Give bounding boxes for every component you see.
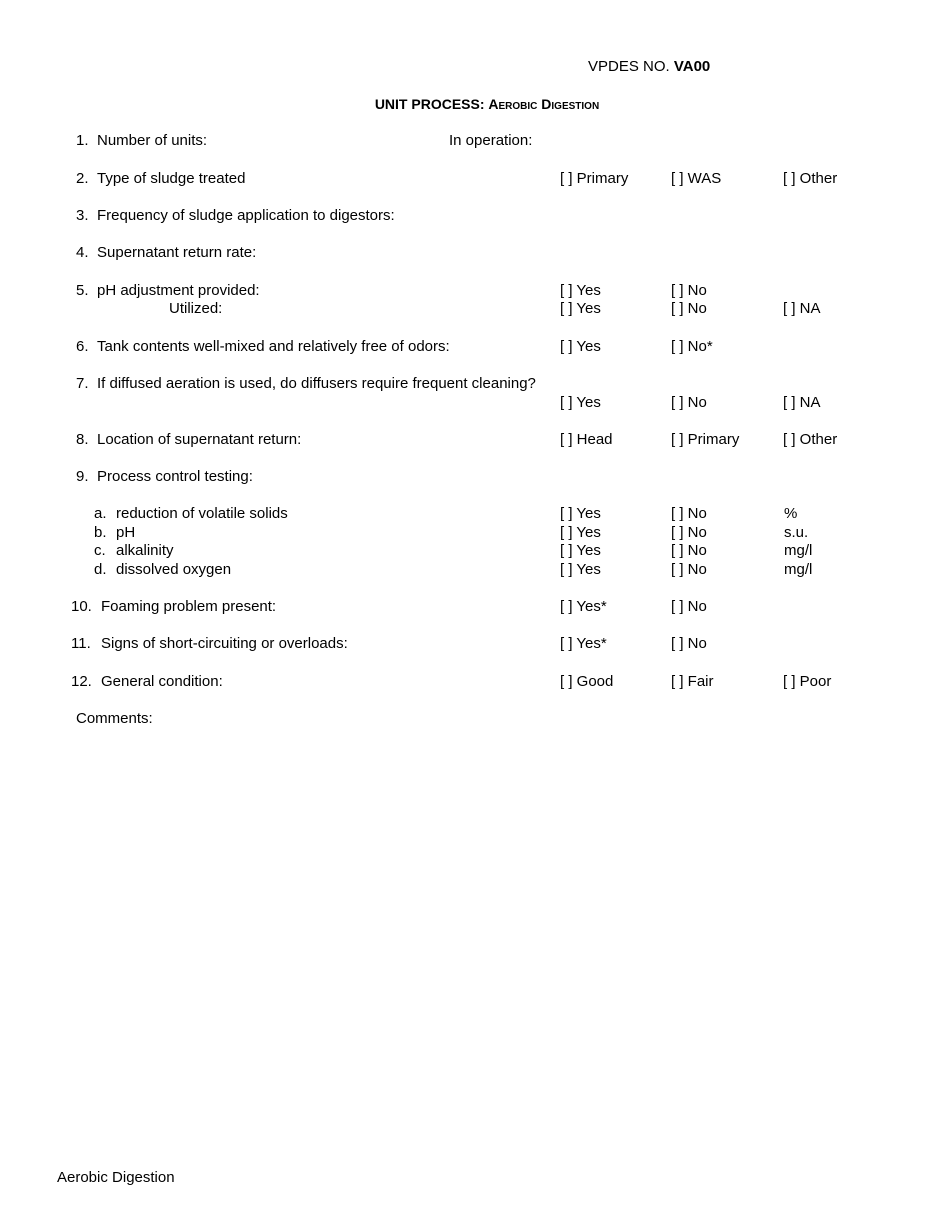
- item-3-label: Frequency of sludge application to digestors:: [97, 207, 395, 224]
- item-5-label: pH adjustment provided:: [97, 282, 260, 299]
- item-9c-option-yes[interactable]: [ ] Yes: [560, 542, 601, 559]
- item-5-utilized-label: Utilized:: [169, 300, 223, 317]
- item-7-option-na[interactable]: [ ] NA: [783, 394, 821, 411]
- item-8-option-head[interactable]: [ ] Head: [560, 431, 613, 448]
- item-1-label: Number of units:: [97, 132, 208, 149]
- item-4-label: Supernatant return rate:: [97, 244, 257, 261]
- item-9-number: 9.: [76, 468, 89, 485]
- item-5-utilized-option-na[interactable]: [ ] NA: [783, 300, 821, 317]
- item-9d-unit: mg/l: [784, 561, 813, 578]
- item-9a-option-yes[interactable]: [ ] Yes: [560, 505, 601, 522]
- item-1-in-operation-label: In operation:: [449, 132, 533, 149]
- item-9-label: Process control testing:: [97, 468, 253, 485]
- item-9a-label: reduction of volatile solids: [116, 505, 288, 522]
- item-9d-label: dissolved oxygen: [116, 561, 232, 578]
- item-9b-label: pH: [116, 524, 136, 541]
- item-8-label: Location of supernatant return:: [97, 431, 302, 448]
- item-8-number: 8.: [76, 431, 89, 448]
- title-prefix: UNIT PROCESS:: [374, 96, 485, 112]
- item-5-number: 5.: [76, 282, 89, 299]
- item-2-label: Type of sludge treated: [97, 170, 246, 187]
- item-9a-unit: %: [784, 505, 798, 522]
- item-9b-letter: b.: [94, 524, 107, 541]
- item-9c-unit: mg/l: [784, 542, 813, 559]
- item-5-option-yes[interactable]: [ ] Yes: [560, 282, 601, 299]
- item-11-option-yes[interactable]: [ ] Yes*: [560, 635, 607, 652]
- item-10-number: 10.: [71, 598, 92, 615]
- item-11-option-no[interactable]: [ ] No: [671, 635, 707, 652]
- item-7-option-no[interactable]: [ ] No: [671, 394, 707, 411]
- item-9c-letter: c.: [94, 542, 106, 559]
- item-7-number: 7.: [76, 375, 89, 392]
- item-5-utilized-option-no[interactable]: [ ] No: [671, 300, 707, 317]
- title-name: Aerobic Digestion: [488, 96, 600, 112]
- page-footer: Aerobic Digestion: [57, 1169, 175, 1186]
- vpdes-number: [588, 58, 710, 76]
- item-12-option-poor[interactable]: [ ] Poor: [783, 673, 832, 690]
- item-12-label: General condition:: [101, 673, 223, 690]
- item-2-option-was[interactable]: [ ] WAS: [671, 170, 722, 187]
- item-7-label: If diffused aeration is used, do diffusers require frequent cleaning?: [97, 375, 536, 392]
- item-9d-letter: d.: [94, 561, 107, 578]
- item-9b-option-no[interactable]: [ ] No: [671, 524, 707, 541]
- item-2-option-primary[interactable]: [ ] Primary: [560, 170, 629, 187]
- item-6-number: 6.: [76, 338, 89, 355]
- item-5-utilized-option-yes[interactable]: [ ] Yes: [560, 300, 601, 317]
- item-12-option-good[interactable]: [ ] Good: [560, 673, 614, 690]
- item-7-option-yes[interactable]: [ ] Yes: [560, 394, 601, 411]
- item-9c-option-no[interactable]: [ ] No: [671, 542, 707, 559]
- item-9d-option-yes[interactable]: [ ] Yes: [560, 561, 601, 578]
- item-4-number: 4.: [76, 244, 89, 261]
- item-8-option-primary[interactable]: [ ] Primary: [671, 431, 740, 448]
- item-2-number: 2.: [76, 170, 89, 187]
- item-10-option-no[interactable]: [ ] No: [671, 598, 707, 615]
- item-6-option-yes[interactable]: [ ] Yes: [560, 338, 601, 355]
- item-6-label: Tank contents well-mixed and relatively free of odors:: [97, 338, 450, 355]
- item-11-number: 11.: [71, 635, 91, 652]
- item-8-option-other[interactable]: [ ] Other: [783, 431, 838, 448]
- comments-label: Comments:: [76, 710, 153, 727]
- item-1-number: 1.: [76, 132, 89, 149]
- item-9d-option-no[interactable]: [ ] No: [671, 561, 707, 578]
- item-9a-option-no[interactable]: [ ] No: [671, 505, 707, 522]
- item-6-option-no[interactable]: [ ] No*: [671, 338, 713, 355]
- item-2-option-other[interactable]: [ ] Other: [783, 170, 838, 187]
- item-12-option-fair[interactable]: [ ] Fair: [671, 673, 714, 690]
- item-5-option-no[interactable]: [ ] No: [671, 282, 707, 299]
- vpdes-label: VPDES NO.: [588, 58, 670, 75]
- vpdes-value: VA00: [673, 58, 711, 75]
- item-9b-unit: s.u.: [784, 524, 809, 541]
- item-9c-label: alkalinity: [116, 542, 174, 559]
- item-9b-option-yes[interactable]: [ ] Yes: [560, 524, 601, 541]
- item-11-label: Signs of short-circuiting or overloads:: [101, 635, 348, 652]
- item-3-number: 3.: [76, 207, 89, 224]
- item-9a-letter: a.: [94, 505, 107, 522]
- item-10-option-yes[interactable]: [ ] Yes*: [560, 598, 607, 615]
- item-12-number: 12.: [71, 673, 92, 690]
- page-title: [0, 95, 950, 113]
- item-10-label: Foaming problem present:: [101, 598, 277, 615]
